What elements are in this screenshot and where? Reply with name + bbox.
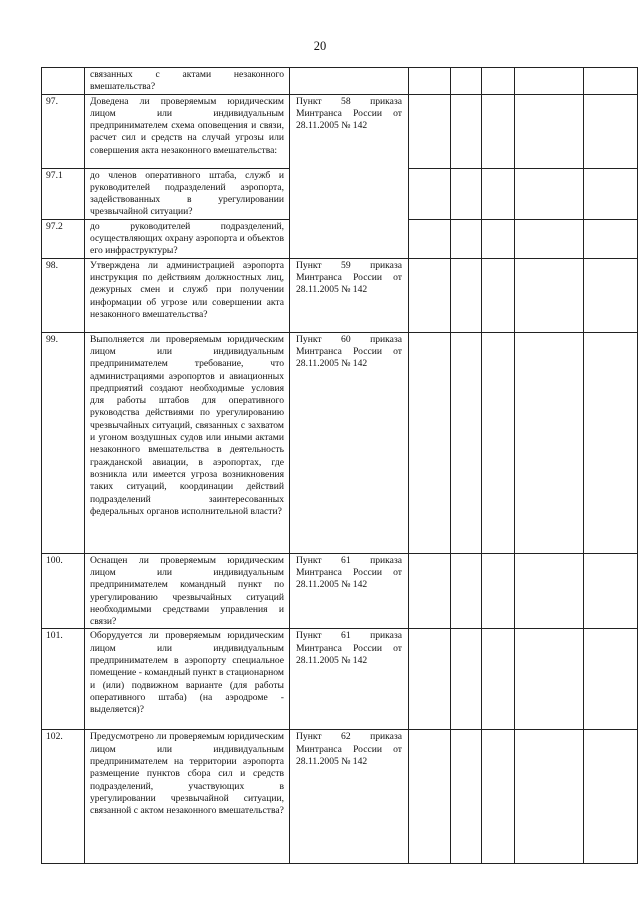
table-row (42, 629, 638, 730)
answer-cell (482, 219, 515, 258)
row-question: до руководителей подразделений, осуществляющих охрану аэропорта и объектов его инфраструктуры? (85, 219, 290, 258)
answer-cell (515, 629, 584, 730)
row-legal-reference (290, 219, 409, 258)
answer-cell (409, 68, 451, 95)
answer-cell (515, 68, 584, 95)
row-number: 99. (42, 332, 85, 553)
answer-cell (482, 332, 515, 553)
answer-cell (584, 332, 638, 553)
row-legal-reference (290, 168, 409, 219)
answer-cell (584, 629, 638, 730)
row-question: Оборудуется ли проверяемым юридическим лицом или индивидуальным предпринимателем в аэропорту специальное помещение - командный пункт в стационарном и (или) подвижном варианте (для работы оперативного штаба) (на аэродроме - выделяется)? (85, 629, 290, 730)
answer-cell (584, 168, 638, 219)
row-number (42, 68, 85, 95)
table-row (42, 94, 638, 168)
table-row (42, 258, 638, 332)
answer-cell (451, 730, 482, 864)
answer-cell (409, 553, 451, 629)
table-row (42, 730, 638, 864)
table-row (42, 219, 638, 258)
answer-cell (584, 730, 638, 864)
answer-cell (451, 629, 482, 730)
answer-cell (482, 629, 515, 730)
answer-cell (584, 68, 638, 95)
answer-cell (515, 168, 584, 219)
answer-cell (409, 332, 451, 553)
answer-cell (584, 258, 638, 332)
answer-cell (451, 168, 482, 219)
answer-cell (584, 219, 638, 258)
row-number: 100. (42, 553, 85, 629)
answer-cell (409, 94, 451, 168)
row-legal-reference: Пункт 62 приказа Минтранса России от 28.11.2005 № 142 (290, 730, 409, 864)
table-row (42, 553, 638, 629)
page-number: 20 (313, 39, 327, 53)
table-row (42, 68, 638, 95)
row-legal-reference: Пункт 58 приказа Минтранса России от 28.11.2005 № 142 (290, 94, 409, 168)
row-question: Предусмотрено ли проверяемым юридическим лицом или индивидуальным предпринимателем на территории аэропорта размещение пунктов сбора сил и средств подразделений, участвующих в урегулировании чрезвычайной ситуации, связанной с актом незаконного вмешательства? (85, 730, 290, 864)
answer-cell (482, 68, 515, 95)
row-number: 97.1 (42, 168, 85, 219)
answer-cell (451, 94, 482, 168)
answer-cell (515, 730, 584, 864)
row-legal-reference: Пункт 60 приказа Минтранса России от 28.11.2005 № 142 (290, 332, 409, 553)
row-number: 101. (42, 629, 85, 730)
answer-cell (409, 730, 451, 864)
answer-cell (409, 258, 451, 332)
checklist-table (41, 67, 638, 864)
answer-cell (482, 553, 515, 629)
row-number: 97. (42, 94, 85, 168)
answer-cell (451, 258, 482, 332)
row-legal-reference: Пункт 59 приказа Минтранса России от 28.11.2005 № 142 (290, 258, 409, 332)
row-question: Доведена ли проверяемым юридическим лицом или индивидуальным предпринимателем схема оповещения и связи, расчет сил и средств на случай угрозы или совершения акта незаконного вмешательства: (85, 94, 290, 168)
row-question: связанных с актами незаконного вмешательства? (85, 68, 290, 95)
answer-cell (451, 332, 482, 553)
answer-cell (409, 168, 451, 219)
answer-cell (584, 94, 638, 168)
row-question: Утверждена ли администрацией аэропорта инструкция по действиям должностных лиц, дежурных смен и служб при получении информации об угрозе или совершении акта незаконного вмешательства? (85, 258, 290, 332)
answer-cell (515, 94, 584, 168)
row-number: 97.2 (42, 219, 85, 258)
answer-cell (515, 219, 584, 258)
answer-cell (451, 553, 482, 629)
table-row (42, 332, 638, 553)
answer-cell (482, 94, 515, 168)
answer-cell (451, 219, 482, 258)
answer-cell (482, 730, 515, 864)
answer-cell (451, 68, 482, 95)
row-number: 102. (42, 730, 85, 864)
table-row (42, 168, 638, 219)
row-question: Оснащен ли проверяемым юридическим лицом или индивидуальным предпринимателем командный пункт по урегулированию чрезвычайных ситуаций необходимыми средствами управления и связи? (85, 553, 290, 629)
answer-cell (482, 258, 515, 332)
row-legal-reference: Пункт 61 приказа Минтранса России от 28.11.2005 № 142 (290, 553, 409, 629)
row-question: Выполняется ли проверяемым юридическим лицом или индивидуальным предпринимателем требование, что администрациями аэропортов и авиационных предприятий создают необходимые условия для работы штабов для оперативного руководства действиями по урегулированию чрезвычайных ситуаций, связанных с захватом и угоном воздушных судов или иными актами незаконного вмешательства в деятельность гражданской авиации, в аэропортах, где возникла или имеется угроза возникновения таких ситуаций, координации действий подразделений заинтересованных федеральных органов исполнительной власти? (85, 332, 290, 553)
row-question: до членов оперативного штаба, служб и руководителей подразделений аэропорта, задействованных в урегулировании чрезвычайной ситуации? (85, 168, 290, 219)
answer-cell (409, 219, 451, 258)
row-legal-reference (290, 68, 409, 95)
answer-cell (515, 258, 584, 332)
row-legal-reference: Пункт 61 приказа Минтранса России от 28.11.2005 № 142 (290, 629, 409, 730)
answer-cell (515, 332, 584, 553)
answer-cell (482, 168, 515, 219)
answer-cell (515, 553, 584, 629)
answer-cell (409, 629, 451, 730)
row-number: 98. (42, 258, 85, 332)
answer-cell (584, 553, 638, 629)
